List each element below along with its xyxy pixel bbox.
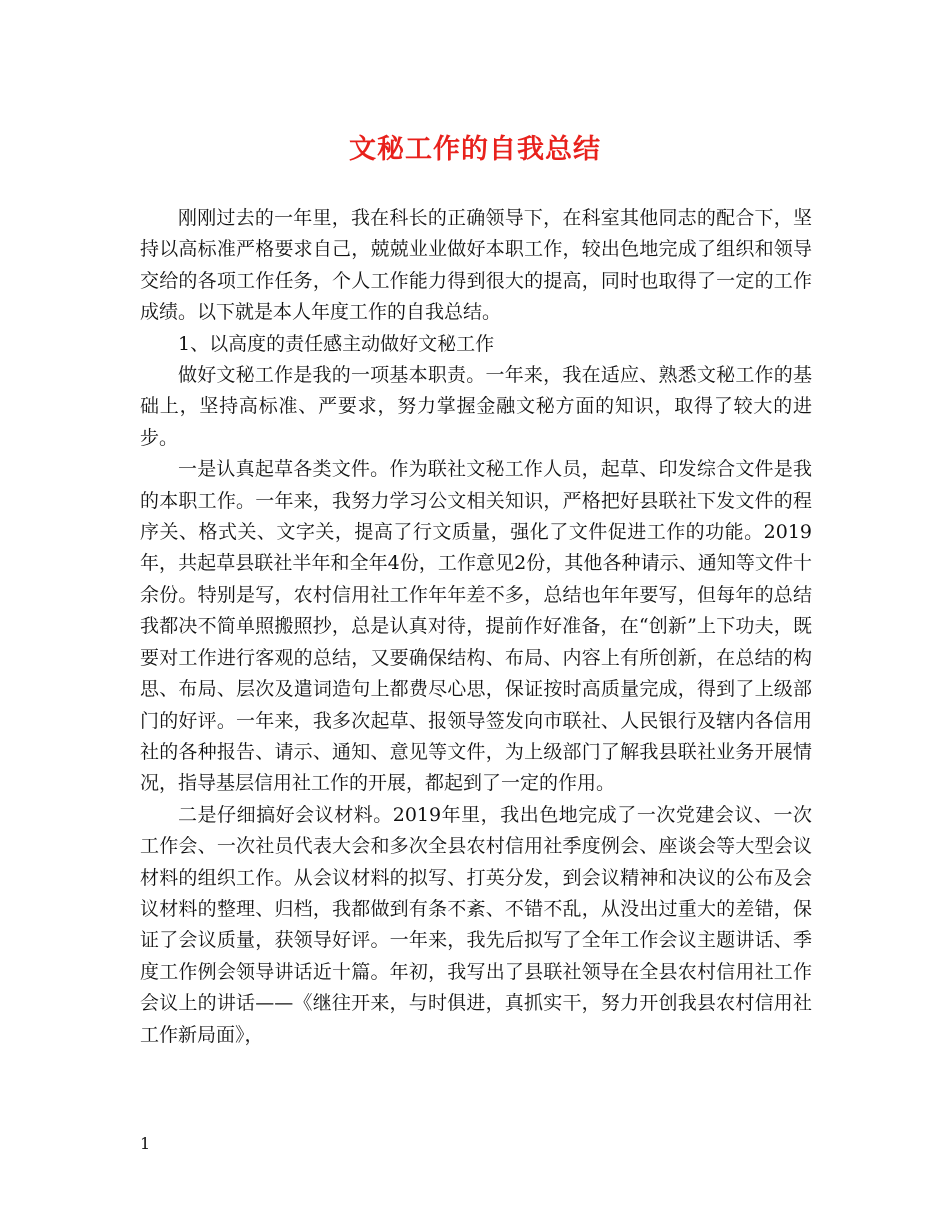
paragraph-drafting-documents: 一是认真起草各类文件。作为联社文秘工作人员，起草、印发综合文件是我的本职工作。一年来，我努力学习公文相关知识，严格把好县联社下发文件的程序关、格式关、文字关，提高了行文质量，强化了文件促进工作的功能。2019年，共起草县联社半年和全年4份，工作意见2份，其他各种请示、通知等文件十余份。特别是写，农村信用社工作年年差不多，总结也年年要写，但每年的总结我都决不简单照搬照抄，总是认真对待，提前作好准备，在“创新”上下功夫，既要对工作进行客观的总结，又要确保结构、布局、内容上有所创新，在总结的构思、布局、层次及遣词造句上都费尽心思，保证按时高质量完成，得到了上级部门的好评。一年来，我多次起草、报领导签发向市联社、人民银行及辖内各信用社的各种报告、请示、通知、意见等文件，为上级部门了解我县联社业务开展情况，指导基层信用社工作的开展，都起到了一定的作用。 [140, 458, 812, 795]
paragraph-meeting-materials: 二是仔细搞好会议材料。2019年里，我出色地完成了一次党建会议、一次工作会、一次社员代表大会和多次全县农村信用社季度例会、座谈会等大型会议材料的组织工作。从会议材料的拟写、打英分发，到会议精神和决议的公布及会议材料的整理、归档，我都做到有条不紊、不错不乱，从没出过重大的差错，保证了会议质量，获领导好评。一年来，我先后拟写了全年工作会议主题讲话、季度工作例会领导讲话近十篇。年初，我写出了县联社领导在全县农村信用社工作会议上的讲话——《继往开来，与时俱进，真抓实干，努力开创我县农村信用社工作新局面》， [140, 803, 812, 1046]
document-title: 文秘工作的自我总结 [349, 134, 601, 165]
paragraph-intro: 刚刚过去的一年里，我在科长的正确领导下，在科室其他同志的配合下，坚持以高标准严格要求自己，兢兢业业做好本职工作，较出色地完成了组织和领导交给的各项工作任务，个人工作能力得到很大的提高，同时也取得了一定的工作成绩。以下就是本人年度工作的自我总结。 [140, 207, 812, 324]
page-number: 1 [140, 1134, 151, 1153]
document-body [140, 203, 812, 1051]
section-heading-1: 1、以高度的责任感主动做好文秘工作 [178, 332, 495, 355]
paragraph-basic-duty: 做好文秘工作是我的一项基本职责。一年来，我在适应、熟悉文秘工作的基础上，坚持高标准、严要求，努力掌握金融文秘方面的知识，取得了较大的进步。 [140, 364, 812, 449]
